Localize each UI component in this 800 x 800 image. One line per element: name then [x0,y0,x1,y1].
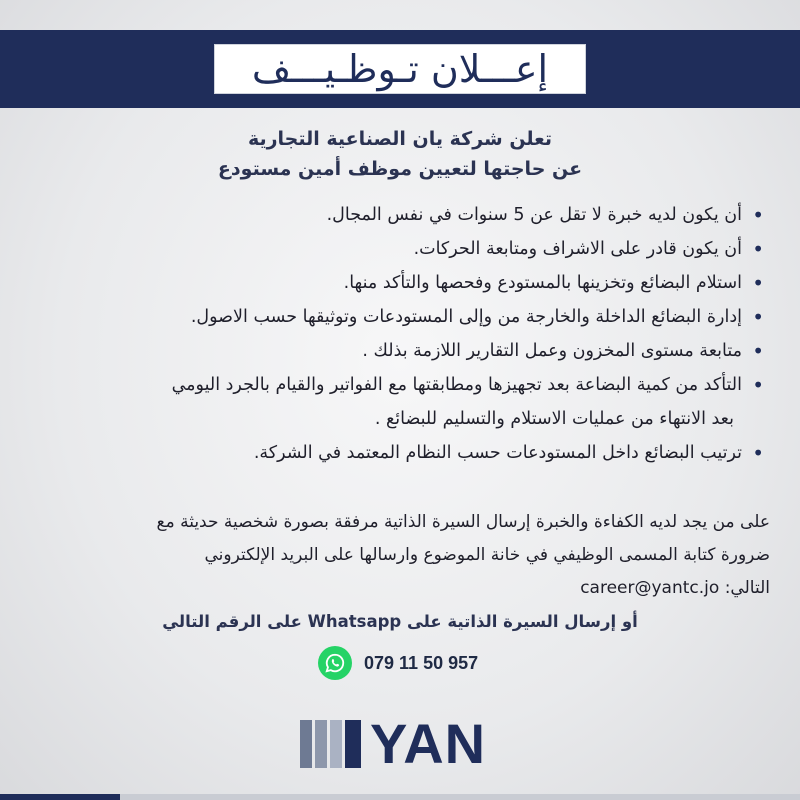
bullet-icon: • [752,339,764,363]
bullet-icon: • [752,203,764,227]
intro-line-1: تعلن شركة يان الصناعية التجارية [247,128,553,150]
whatsapp-instruction: أو إرسال السيرة الذاتية على Whatsapp على الرقم التالي [162,612,638,631]
email-link[interactable]: career@yantc.jo [580,578,720,598]
requirement-item: • استلام البضائع وتخزينها بالمستودع وفحصها والتأكد منها. [44,266,764,300]
page-title: إعـــلان تـوظـيـــف [214,44,586,94]
requirements-list [44,198,764,470]
apply-instructions [30,506,770,605]
bullet-icon: • [752,271,764,295]
requirement-continuation: بعد الانتهاء من عمليات الاستلام والتسليم للبضائع . [374,409,734,429]
requirement-item: • إدارة البضائع الداخلة والخارجة من وإلى المستودعات وتوثيقها حسب الاصول. [44,300,764,334]
apply-line-1: على من يجد لديه الكفاءة والخبرة إرسال السيرة الذاتية مرفقة بصورة شخصية حديثة مع [156,512,770,532]
phone-number[interactable]: 079 11 50 957 [364,652,479,673]
intro-text [0,124,800,184]
header-banner [0,30,800,108]
requirement-item: • التأكد من كمية البضاعة بعد تجهيزها ومطابقتها مع الفواتير والقيام بالجرد اليومي بعد الانتهاء من عمليات الاستلام والتسليم للبضائع . [44,368,764,436]
whatsapp-contact [318,645,478,681]
bottom-accent-bar [0,794,120,800]
bullet-icon: • [752,237,764,261]
bullet-icon: • [752,373,764,397]
logo-mark-icon [300,716,364,772]
requirement-item: • أن يكون لديه خبرة لا تقل عن 5 سنوات في نفس المجال. [44,198,764,232]
bullet-icon: • [752,305,764,329]
requirement-item: • أن يكون قادر على الاشراف ومتابعة الحركات. [44,232,764,266]
requirement-item: • ترتيب البضائع داخل المستودعات حسب النظام المعتمد في الشركة. [44,436,764,470]
apply-line-3-prefix: التالي: [724,578,770,598]
bottom-divider [120,794,800,800]
bullet-icon: • [752,441,764,465]
apply-line-2: ضرورة كتابة المسمى الوظيفي في خانة الموضوع وارسالها على البريد الإلكتروني [204,545,770,565]
requirement-item: • متابعة مستوى المخزون وعمل التقارير اللازمة بذلك . [44,334,764,368]
whatsapp-icon[interactable] [318,646,352,680]
intro-line-2: عن حاجتها لتعيين موظف أمين مستودع [217,158,583,180]
company-logo [300,712,486,776]
apply-line-3 [30,572,770,605]
logo-text: YAN [370,712,487,775]
